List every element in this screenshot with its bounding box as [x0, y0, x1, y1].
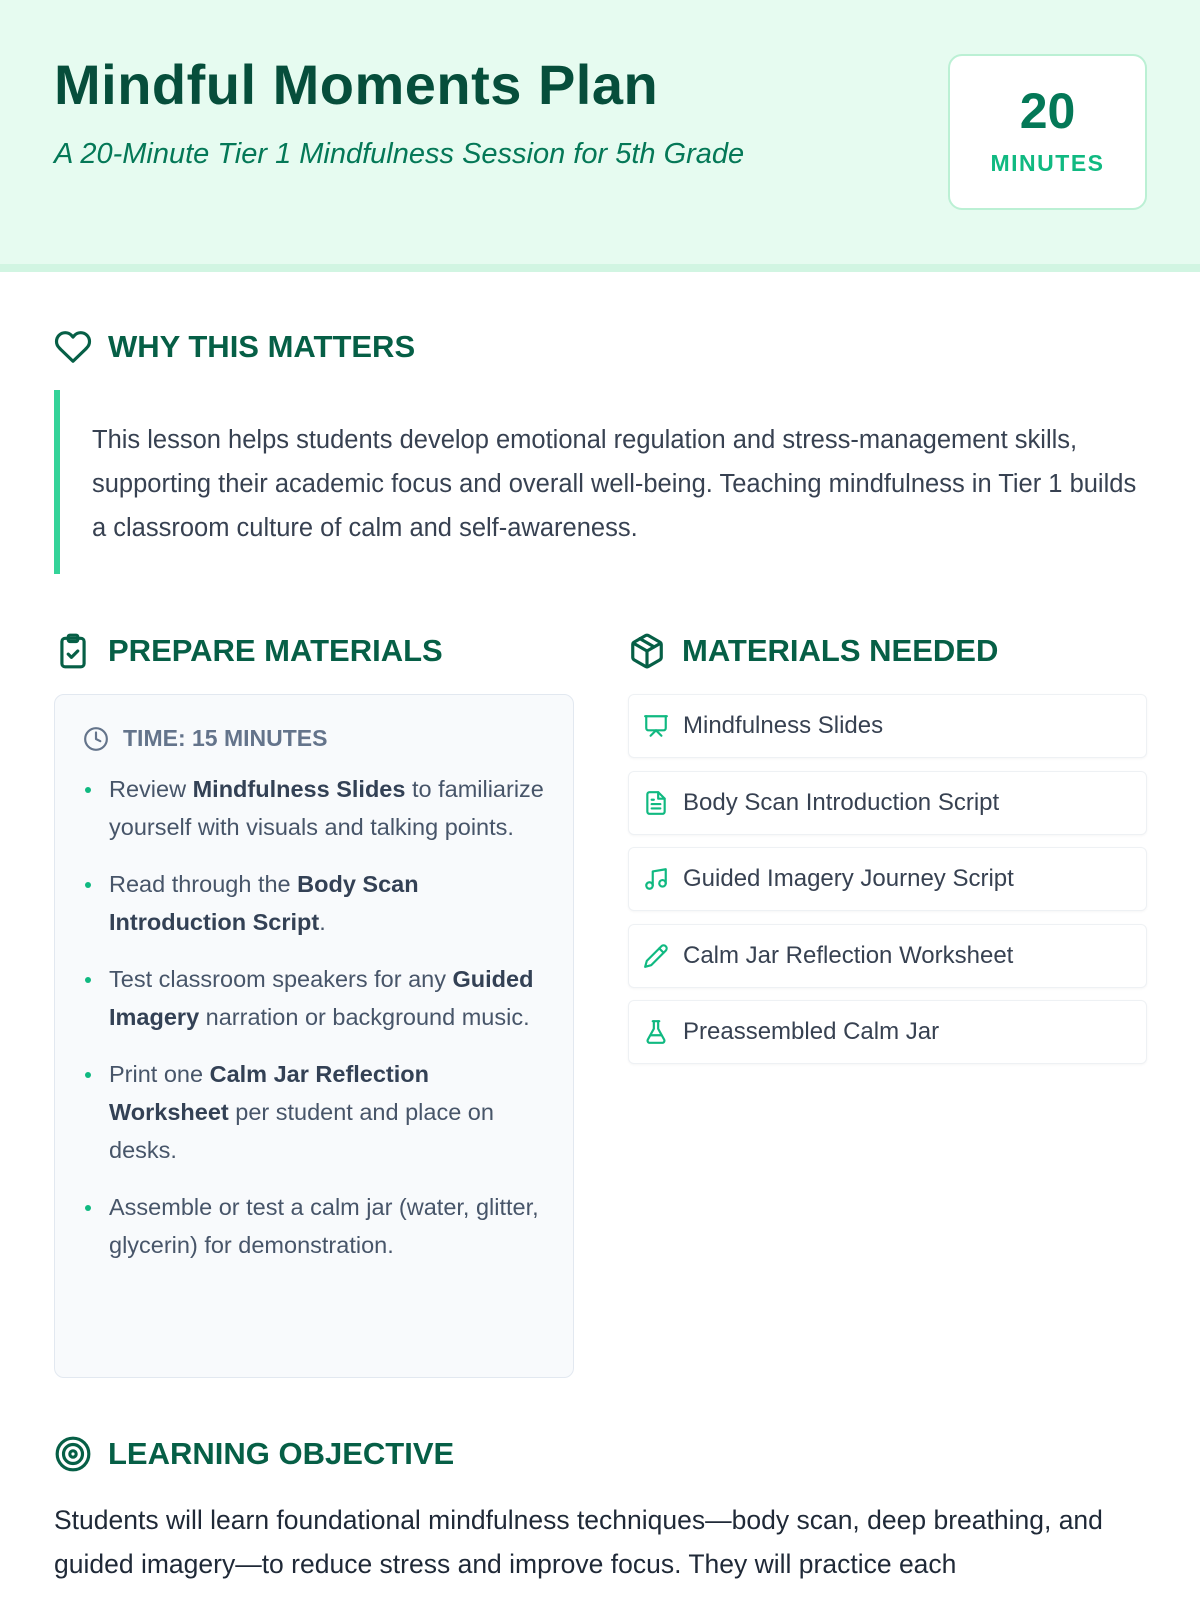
music-note-icon [643, 866, 669, 892]
objective-heading [54, 1435, 454, 1473]
list-item: Read through the Body Scan Introduction Script. [83, 865, 549, 941]
duration-badge [948, 54, 1147, 210]
list-item: Assemble or test a calm jar (water, glitter, glycerin) for demonstration. [83, 1188, 549, 1264]
prep-list [83, 770, 549, 1264]
material-label: Preassembled Calm Jar [683, 1018, 940, 1045]
page-header [0, 0, 1200, 272]
material-item [628, 694, 1147, 758]
material-label: Calm Jar Reflection Worksheet [683, 941, 1014, 969]
list-item: Review Mindfulness Slides to familiarize yourself with visuals and talking points. [83, 770, 549, 846]
heart-icon [54, 328, 92, 366]
objective-heading-label: LEARNING OBJECTIVE [108, 1436, 455, 1471]
clipboard-check-icon [54, 632, 92, 670]
pencil-icon [643, 943, 669, 969]
page-subtitle: A 20-Minute Tier 1 Mindfulness Session for 5th Grade [54, 138, 745, 170]
prepare-card [54, 694, 574, 1378]
material-label: Guided Imagery Journey Script [683, 865, 1014, 892]
list-item: Print one Calm Jar Reflection Worksheet per student and place on desks. [83, 1055, 549, 1169]
why-callout [54, 390, 1148, 574]
material-item [628, 771, 1147, 835]
materials-list [628, 694, 1147, 1077]
prepare-heading [54, 632, 443, 670]
materials-heading-label: MATERIALS NEEDED [682, 633, 999, 668]
page-title: Mindful Moments Plan [54, 53, 659, 116]
duration-unit: MINUTES [990, 150, 1105, 176]
prep-time-label: TIME: 15 MINUTES [123, 725, 328, 751]
prepare-heading-label: PREPARE MATERIALS [108, 633, 443, 668]
why-text: This lesson helps students develop emotional regulation and stress-management skills, supporting their academic focus and overall well-being. Teaching mindfulness in Tier 1 builds a classroom culture of calm and self-awareness. [92, 426, 1137, 542]
duration-number: 20 [1019, 83, 1076, 139]
target-icon [54, 1435, 92, 1473]
material-label: Body Scan Introduction Script [683, 788, 1000, 816]
clock-icon [83, 726, 109, 752]
objective-text: Students will learn foundational mindfulness techniques—body scan, deep breathing, and guided imagery—to reduce stress and improve focus. They will practice each [54, 1505, 1103, 1579]
document-icon [643, 790, 669, 816]
list-item: Test classroom speakers for any Guided Imagery narration or background music. [83, 960, 549, 1036]
why-heading [54, 328, 415, 366]
material-item [628, 1000, 1147, 1064]
presentation-icon [643, 713, 669, 739]
material-item [628, 924, 1147, 988]
prep-time [83, 725, 549, 752]
why-heading-label: WHY THIS MATTERS [108, 329, 416, 364]
box-icon [628, 632, 666, 670]
flask-icon [643, 1019, 669, 1045]
material-label: Mindfulness Slides [683, 712, 884, 739]
materials-heading [628, 632, 998, 670]
material-item [628, 847, 1147, 911]
